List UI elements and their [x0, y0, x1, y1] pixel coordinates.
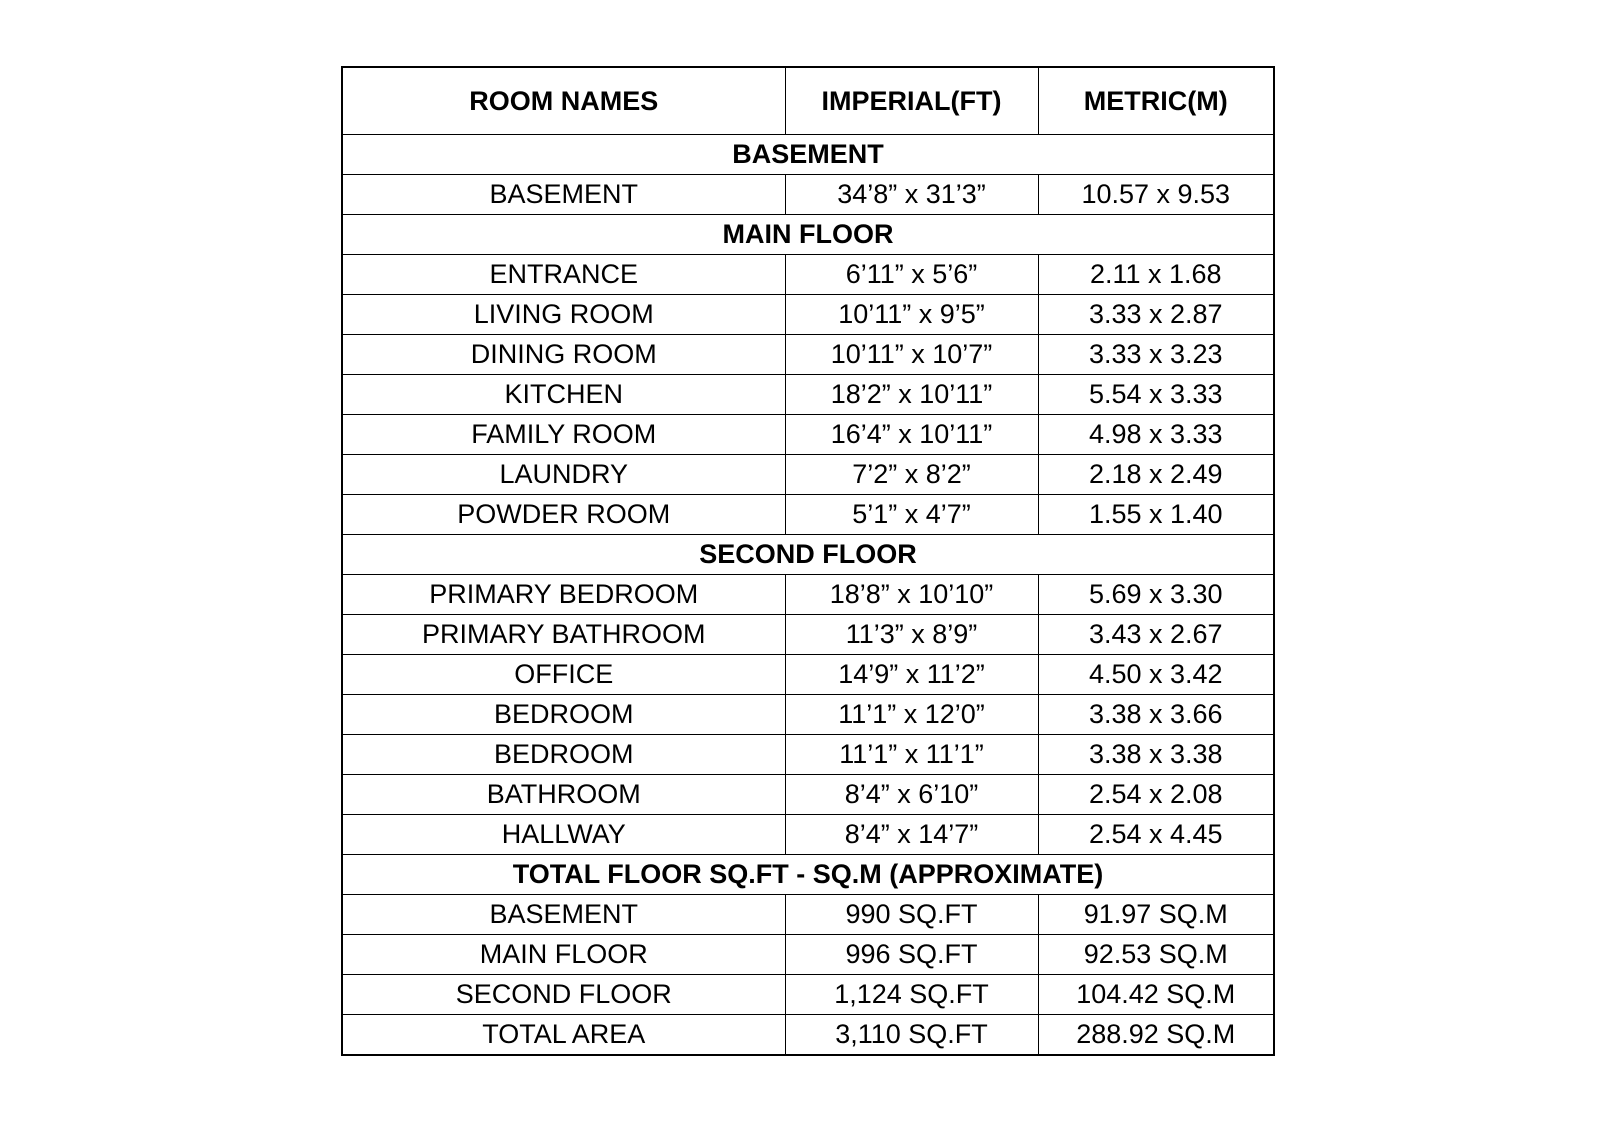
table-row: [342, 975, 1274, 1015]
imperial-cell: 7’2” x 8’2”: [785, 455, 1038, 495]
table-row: [342, 815, 1274, 855]
room-name-cell: FAMILY ROOM: [342, 415, 785, 455]
section-title: BASEMENT: [342, 135, 1274, 175]
imperial-cell: 34’8” x 31’3”: [785, 175, 1038, 215]
table-row: [342, 615, 1274, 655]
room-dimensions-table: [341, 66, 1275, 1056]
imperial-cell: 18’8” x 10’10”: [785, 575, 1038, 615]
metric-cell: 5.69 x 3.30: [1038, 575, 1274, 615]
table-row: [342, 655, 1274, 695]
header-row: [342, 67, 1274, 135]
imperial-cell: 6’11” x 5’6”: [785, 255, 1038, 295]
room-name-cell: OFFICE: [342, 655, 785, 695]
table-row: [342, 455, 1274, 495]
imperial-cell: 18’2” x 10’11”: [785, 375, 1038, 415]
imperial-cell: 990 SQ.FT: [785, 895, 1038, 935]
metric-cell: 10.57 x 9.53: [1038, 175, 1274, 215]
room-name-cell: BATHROOM: [342, 775, 785, 815]
room-name-cell: PRIMARY BEDROOM: [342, 575, 785, 615]
section-title: MAIN FLOOR: [342, 215, 1274, 255]
room-name-cell: BASEMENT: [342, 895, 785, 935]
metric-cell: 3.43 x 2.67: [1038, 615, 1274, 655]
section-title: TOTAL FLOOR SQ.FT - SQ.M (APPROXIMATE): [342, 855, 1274, 895]
table-row: [342, 255, 1274, 295]
header-metric: METRIC(M): [1038, 67, 1274, 135]
metric-cell: 288.92 SQ.M: [1038, 1015, 1274, 1056]
metric-cell: 2.54 x 4.45: [1038, 815, 1274, 855]
metric-cell: 104.42 SQ.M: [1038, 975, 1274, 1015]
room-name-cell: LIVING ROOM: [342, 295, 785, 335]
table-header: [342, 67, 1274, 135]
imperial-cell: 1,124 SQ.FT: [785, 975, 1038, 1015]
table-row: [342, 775, 1274, 815]
imperial-cell: 11’3” x 8’9”: [785, 615, 1038, 655]
metric-cell: 4.98 x 3.33: [1038, 415, 1274, 455]
room-name-cell: DINING ROOM: [342, 335, 785, 375]
section-row: [342, 855, 1274, 895]
room-name-cell: SECOND FLOOR: [342, 975, 785, 1015]
table-row: [342, 895, 1274, 935]
room-name-cell: HALLWAY: [342, 815, 785, 855]
imperial-cell: 10’11” x 9’5”: [785, 295, 1038, 335]
table-row: [342, 495, 1274, 535]
table-row: [342, 695, 1274, 735]
metric-cell: 4.50 x 3.42: [1038, 655, 1274, 695]
room-name-cell: BASEMENT: [342, 175, 785, 215]
table-row: [342, 175, 1274, 215]
header-room-names: ROOM NAMES: [342, 67, 785, 135]
room-name-cell: LAUNDRY: [342, 455, 785, 495]
section-row: [342, 135, 1274, 175]
table-row: [342, 735, 1274, 775]
metric-cell: 92.53 SQ.M: [1038, 935, 1274, 975]
imperial-cell: 5’1” x 4’7”: [785, 495, 1038, 535]
metric-cell: 3.33 x 3.23: [1038, 335, 1274, 375]
imperial-cell: 8’4” x 14’7”: [785, 815, 1038, 855]
imperial-cell: 10’11” x 10’7”: [785, 335, 1038, 375]
table-row: [342, 935, 1274, 975]
imperial-cell: 996 SQ.FT: [785, 935, 1038, 975]
metric-cell: 3.38 x 3.66: [1038, 695, 1274, 735]
metric-cell: 91.97 SQ.M: [1038, 895, 1274, 935]
header-imperial: IMPERIAL(FT): [785, 67, 1038, 135]
room-name-cell: ENTRANCE: [342, 255, 785, 295]
metric-cell: 2.11 x 1.68: [1038, 255, 1274, 295]
metric-cell: 3.33 x 2.87: [1038, 295, 1274, 335]
table-row: [342, 575, 1274, 615]
section-row: [342, 535, 1274, 575]
room-name-cell: BEDROOM: [342, 735, 785, 775]
imperial-cell: 11’1” x 12’0”: [785, 695, 1038, 735]
table-row: [342, 375, 1274, 415]
table-row: [342, 335, 1274, 375]
table-row: [342, 415, 1274, 455]
room-name-cell: PRIMARY BATHROOM: [342, 615, 785, 655]
table-row: [342, 295, 1274, 335]
section-row: [342, 215, 1274, 255]
imperial-cell: 16’4” x 10’11”: [785, 415, 1038, 455]
table-body: [342, 135, 1274, 1056]
section-title: SECOND FLOOR: [342, 535, 1274, 575]
room-name-cell: KITCHEN: [342, 375, 785, 415]
room-name-cell: TOTAL AREA: [342, 1015, 785, 1056]
room-name-cell: MAIN FLOOR: [342, 935, 785, 975]
imperial-cell: 14’9” x 11’2”: [785, 655, 1038, 695]
table-row: [342, 1015, 1274, 1056]
metric-cell: 2.18 x 2.49: [1038, 455, 1274, 495]
metric-cell: 5.54 x 3.33: [1038, 375, 1274, 415]
imperial-cell: 8’4” x 6’10”: [785, 775, 1038, 815]
metric-cell: 1.55 x 1.40: [1038, 495, 1274, 535]
imperial-cell: 3,110 SQ.FT: [785, 1015, 1038, 1056]
metric-cell: 2.54 x 2.08: [1038, 775, 1274, 815]
imperial-cell: 11’1” x 11’1”: [785, 735, 1038, 775]
room-name-cell: BEDROOM: [342, 695, 785, 735]
room-name-cell: POWDER ROOM: [342, 495, 785, 535]
metric-cell: 3.38 x 3.38: [1038, 735, 1274, 775]
